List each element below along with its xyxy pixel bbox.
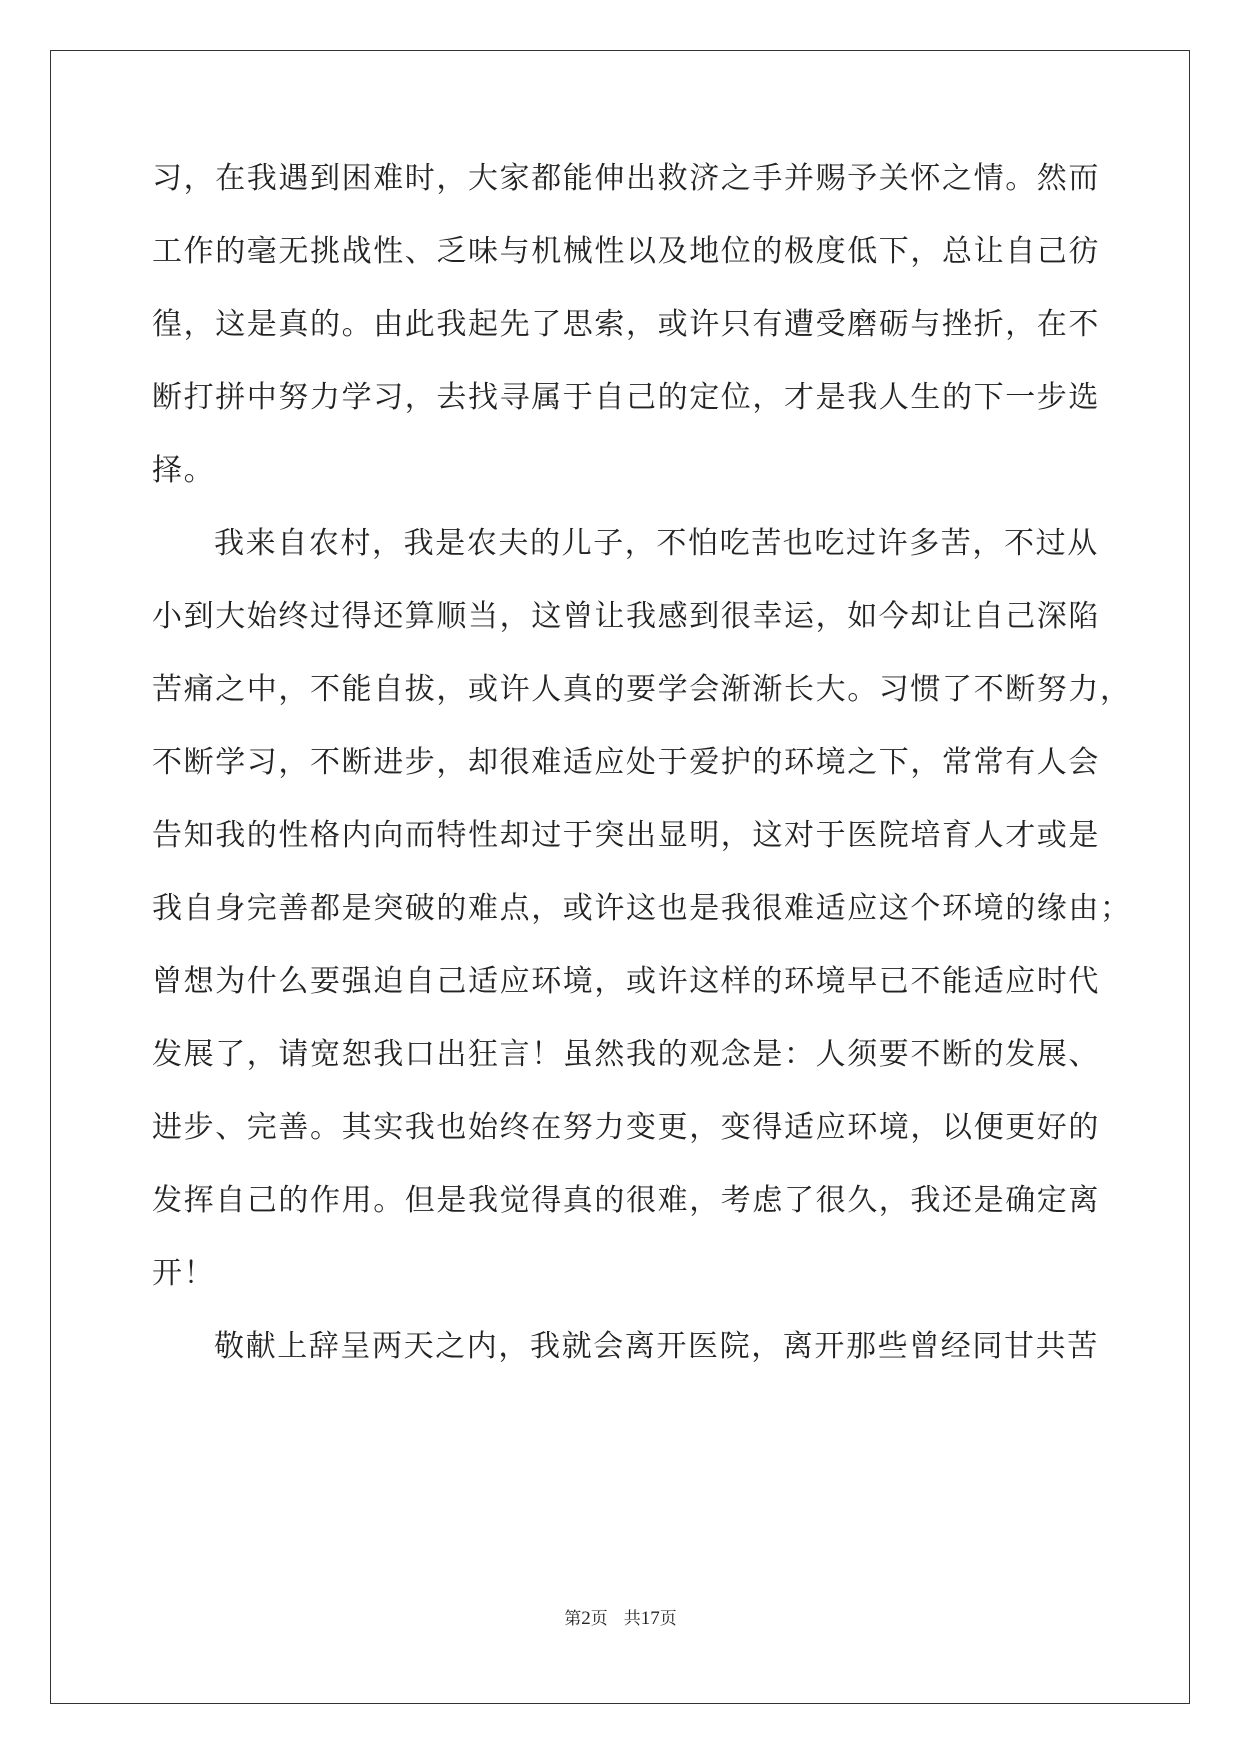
text-line: 发展了，请宽恕我口出狂言！虽然我的观念是：人须要不断的发展、 (152, 1037, 1100, 1072)
text-line: 工作的毫无挑战性、乏味与机械性以及地位的极度低下，总让自己彷 (152, 234, 1100, 269)
text-line: 不断学习，不断进步，却很难适应处于爱护的环境之下，常常有人会 (152, 745, 1100, 780)
page-number-unit: 页 (590, 1609, 608, 1629)
text-line: 习，在我遇到困难时，大家都能伸出救济之手并赐予关怀之情。然而 (152, 161, 1100, 196)
text-line: 曾想为什么要强迫自己适应环境，或许这样的环境早已不能适应时代 (152, 964, 1100, 999)
paragraph-start-line: 敬献上辞呈两天之内，我就会离开医院，离开那些曾经同甘共苦 (214, 1329, 1099, 1364)
text-line: 告知我的性格内向而特性却过于突出显明，这对于医院培育人才或是 (152, 818, 1100, 853)
text-line: 断打拼中努力学习，去找寻属于自己的定位，才是我人生的下一步选 (152, 380, 1100, 415)
text-line: 我自身完善都是突破的难点，或许这也是我很难适应这个环境的缘由； (152, 891, 1132, 926)
text-line: 发挥自己的作用。但是我觉得真的很难，考虑了很久，我还是确定离 (152, 1183, 1100, 1218)
current-page-number: 2 (581, 1608, 591, 1629)
text-line: 苦痛之中，不能自拔，或许人真的要学会渐渐长大。习惯了不断努力， (152, 672, 1132, 707)
paragraph-start-line: 我来自农村，我是农夫的儿子，不怕吃苦也吃过许多苦，不过从 (214, 526, 1099, 561)
total-pages-unit: 页 (659, 1609, 677, 1629)
text-line: 开！ (152, 1256, 216, 1291)
page-number-prefix: 第 (564, 1609, 582, 1629)
text-line: 小到大始终过得还算顺当，这曾让我感到很幸运，如今却让自己深陷 (152, 599, 1100, 634)
page-border (50, 50, 1190, 1704)
text-line: 徨，这是真的。由此我起先了思索，或许只有遭受磨砺与挫折，在不 (152, 307, 1100, 342)
page-footer (0, 1604, 1241, 1630)
text-line: 择。 (152, 453, 216, 488)
total-pages-number: 17 (640, 1608, 660, 1629)
total-pages-prefix: 共 (623, 1609, 641, 1629)
text-line: 进步、完善。其实我也始终在努力变更，变得适应环境，以便更好的 (152, 1110, 1100, 1145)
